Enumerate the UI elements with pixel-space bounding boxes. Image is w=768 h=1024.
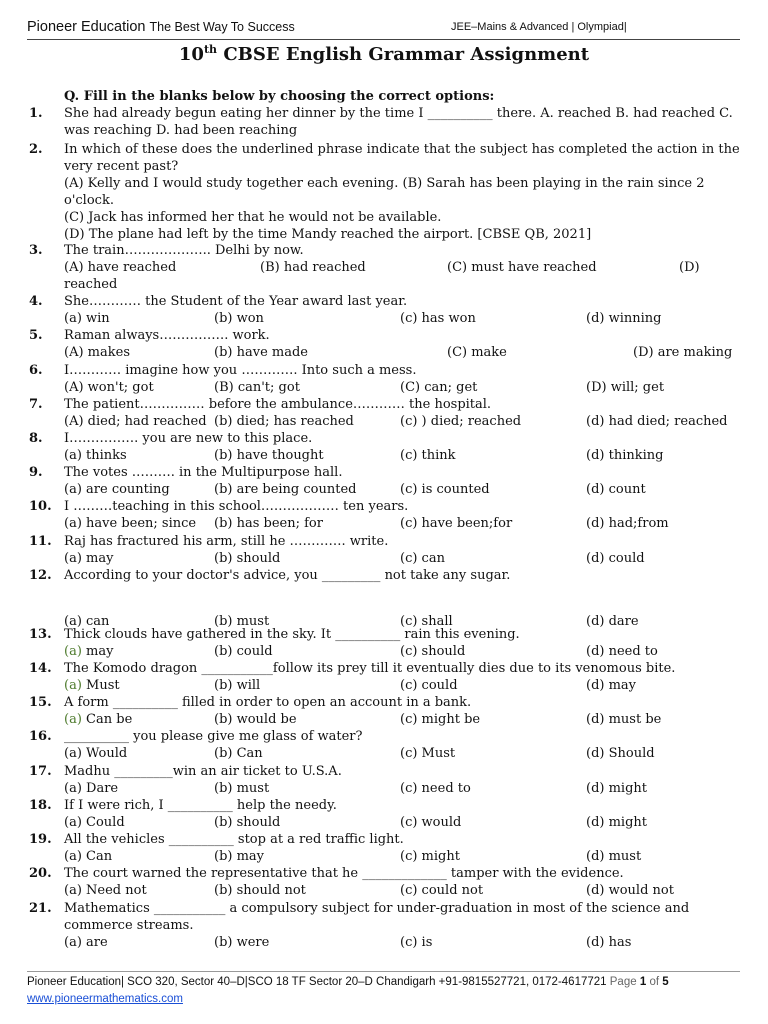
answer-option: (c) has won — [400, 311, 476, 326]
question-number: 13. — [29, 627, 52, 642]
answer-option: (a) may — [64, 644, 114, 659]
question-text: commerce streams. — [64, 918, 194, 933]
question-text: The patient…………… before the ambulance………… the hospital. — [64, 397, 492, 412]
answer-option: (b) have thought — [214, 448, 324, 463]
question-text: was reaching D. had been reaching — [64, 123, 298, 138]
question-number: 7. — [29, 397, 43, 412]
answer-option: (c) might be — [400, 712, 481, 727]
answer-option: (a) Dare — [64, 781, 119, 796]
question-number: 2. — [29, 142, 43, 157]
question-text: The court warned the representative that he _____________ tamper with the evidence. — [64, 866, 624, 881]
question-number: 3. — [29, 243, 43, 258]
page-footer — [27, 971, 740, 1005]
answer-option: (d) must — [586, 849, 642, 864]
answer-option: (a) have been; since — [64, 516, 197, 531]
answer-option: (d) has — [586, 935, 632, 950]
question-text: A form __________ filled in order to open an account in a bank. — [64, 695, 472, 710]
question-number: 4. — [29, 294, 43, 309]
question-text: Mathematics ___________ a compulsory subject for under-graduation in most of the science and — [64, 901, 690, 916]
question-text: (A) Kelly and I would study together each evening. (B) Sarah has been playing in the rain since 2 — [64, 176, 705, 191]
question-text: o'clock. — [64, 193, 114, 208]
question-text: All the vehicles __________ stop at a red traffic light. — [64, 832, 404, 847]
answer-option: (d) must be — [586, 712, 662, 727]
answer-option: (b) must — [214, 614, 270, 629]
answer-option: (a) can — [64, 614, 110, 629]
question-text: The votes ………. in the Multipurpose hall. — [64, 465, 343, 480]
answer-option: (D) will; get — [586, 380, 665, 395]
answer-option: (a) may — [64, 551, 114, 566]
header-right: JEE–Mains & Advanced | Olympiad| — [451, 21, 627, 33]
question-number: 17. — [29, 764, 52, 779]
answer-option: (d) may — [586, 678, 637, 693]
header-org: Pioneer Education The Best Way To Success — [27, 19, 295, 35]
answer-option: (a) Could — [64, 815, 125, 830]
answer-option: (b) may — [214, 849, 265, 864]
answer-option: (c) would — [400, 815, 462, 830]
question-number: 11. — [29, 534, 52, 549]
answer-option: (b) should not — [214, 883, 306, 898]
question-text: Raman always……………. work. — [64, 328, 270, 343]
question-text: (C) Jack has informed her that he would not be available. — [64, 210, 442, 225]
answer-option: (d) had;from — [586, 516, 669, 531]
question-text: Raj has fractured his arm, still he …………. write. — [64, 534, 389, 549]
answer-option: (A) died; had reached — [64, 414, 207, 429]
answer-option: (B) can't; got — [214, 380, 300, 395]
question-number: 14. — [29, 661, 52, 676]
answer-option: (b) must — [214, 781, 270, 796]
header-tagline: The Best Way To Success — [149, 20, 295, 34]
answer-option: (b) could — [214, 644, 273, 659]
answer-option: (b) should — [214, 815, 281, 830]
answer-option: (c) is counted — [400, 482, 490, 497]
answer-option: (c) could — [400, 678, 458, 693]
answer-option: (B) had reached — [260, 260, 366, 275]
answer-option: (d) dare — [586, 614, 639, 629]
answer-option: (c) have been;for — [400, 516, 513, 531]
question-number: 1. — [29, 106, 43, 121]
answer-option: (c) shall — [400, 614, 453, 629]
answer-option: (c) can — [400, 551, 445, 566]
answer-option: (b) has been; for — [214, 516, 323, 531]
answer-option: (d) count — [586, 482, 646, 497]
answer-option: (c) is — [400, 935, 433, 950]
answer-option: (C) can; get — [400, 380, 478, 395]
answer-option: (d) had died; reached — [586, 414, 728, 429]
answer-option: (C) must have reached — [447, 260, 597, 275]
question-text: According to your doctor's advice, you _________ not take any sugar. — [64, 568, 511, 583]
page-indicator: Page 1 of 5 — [609, 976, 669, 988]
question-text: In which of these does the underlined phrase indicate that the subject has completed the action in the — [64, 142, 740, 157]
question-text: Thick clouds have gathered in the sky. It __________ rain this evening. — [64, 627, 520, 642]
question-text: I ………teaching in this school……………… ten years. — [64, 499, 409, 514]
page-title: 10th CBSE English Grammar Assignment — [178, 43, 590, 65]
question-text: I……………. you are new to this place. — [64, 431, 313, 446]
answer-option: (c) could not — [400, 883, 484, 898]
question-number: 15. — [29, 695, 52, 710]
question-text: The Komodo dragon ___________follow its prey till it eventually dies due to its venomous bite. — [64, 661, 676, 676]
answer-option: (c) should — [400, 644, 466, 659]
answer-option: (D) — [679, 260, 700, 275]
question-text: very recent past? — [64, 159, 179, 174]
footer-address: Pioneer Education| SCO 320, Sector 40–D|SCO 18 TF Sector 20–D Chandigarh +91-9815527721, 0172-4617721 Page 1 of 5 — [27, 976, 669, 988]
answer-option: (c) need to — [400, 781, 471, 796]
answer-option: (c) think — [400, 448, 456, 463]
answer-option: (a) Need not — [64, 883, 147, 898]
question-text: If I were rich, I __________ help the needy. — [64, 798, 337, 813]
question-number: 16. — [29, 729, 52, 744]
answer-option: (a) win — [64, 311, 110, 326]
question-number: 6. — [29, 363, 43, 378]
answer-option: (A) makes — [64, 345, 130, 360]
question-text: The train……………….. Delhi by now. — [64, 243, 304, 258]
question-text: (D) The plane had left by the time Mandy reached the airport. [CBSE QB, 2021] — [64, 227, 592, 242]
question-number: 20. — [29, 866, 52, 881]
answer-option: (d) winning — [586, 311, 662, 326]
answer-option: (C) make — [447, 345, 507, 360]
answer-option: (c) ) died; reached — [400, 414, 522, 429]
question-text: Madhu _________win an air ticket to U.S.A. — [64, 764, 342, 779]
answer-option: (D) are making — [633, 345, 733, 360]
question-number: 8. — [29, 431, 43, 446]
answer-option: (d) need to — [586, 644, 658, 659]
answer-option: (b) are being counted — [214, 482, 357, 497]
answer-option-continued: reached — [64, 277, 118, 292]
question-number: 19. — [29, 832, 52, 847]
website-link[interactable]: www.pioneermathematics.com — [27, 993, 183, 1005]
question-number: 12. — [29, 568, 52, 583]
question-number: 5. — [29, 328, 43, 343]
answer-option: (A) have reached — [64, 260, 177, 275]
answer-option: (b) should — [214, 551, 281, 566]
answer-option: (b) were — [214, 935, 270, 950]
answer-option: (b) Can — [214, 746, 263, 761]
answer-option: (a) Would — [64, 746, 128, 761]
answer-option: (a) Must — [64, 678, 120, 693]
answer-option: (c) Must — [400, 746, 456, 761]
question-text: I………… imagine how you …………. Into such a mess. — [64, 363, 417, 378]
answer-option: (b) would be — [214, 712, 297, 727]
question-text: She had already begun eating her dinner by the time I __________ there. A. reached B. had reached C. — [64, 106, 733, 121]
answer-option: (b) will — [214, 678, 261, 693]
instruction: Q. Fill in the blanks below by choosing the correct options: — [64, 89, 495, 104]
answer-option: (c) might — [400, 849, 460, 864]
question-text: __________ you please give me glass of water? — [64, 729, 363, 744]
answer-option: (a) Can be — [64, 712, 133, 727]
answer-option: (a) are — [64, 935, 108, 950]
answer-option: (d) might — [586, 781, 648, 796]
answer-option: (d) might — [586, 815, 648, 830]
question-number: 10. — [29, 499, 52, 514]
answer-option: (d) could — [586, 551, 645, 566]
answer-option: (b) died; has reached — [214, 414, 354, 429]
question-number: 18. — [29, 798, 52, 813]
question-text: She………… the Student of the Year award last year. — [64, 294, 408, 309]
answer-option: (d) Should — [586, 746, 655, 761]
answer-option: (b) won — [214, 311, 264, 326]
answer-option: (b) have made — [214, 345, 308, 360]
answer-option: (a) Can — [64, 849, 113, 864]
question-number: 9. — [29, 465, 43, 480]
answer-option: (a) thinks — [64, 448, 127, 463]
answer-option: (A) won't; got — [64, 380, 154, 395]
answer-option: (d) thinking — [586, 448, 664, 463]
answer-option: (a) are counting — [64, 482, 170, 497]
answer-option: (d) would not — [586, 883, 674, 898]
question-number: 21. — [29, 901, 52, 916]
